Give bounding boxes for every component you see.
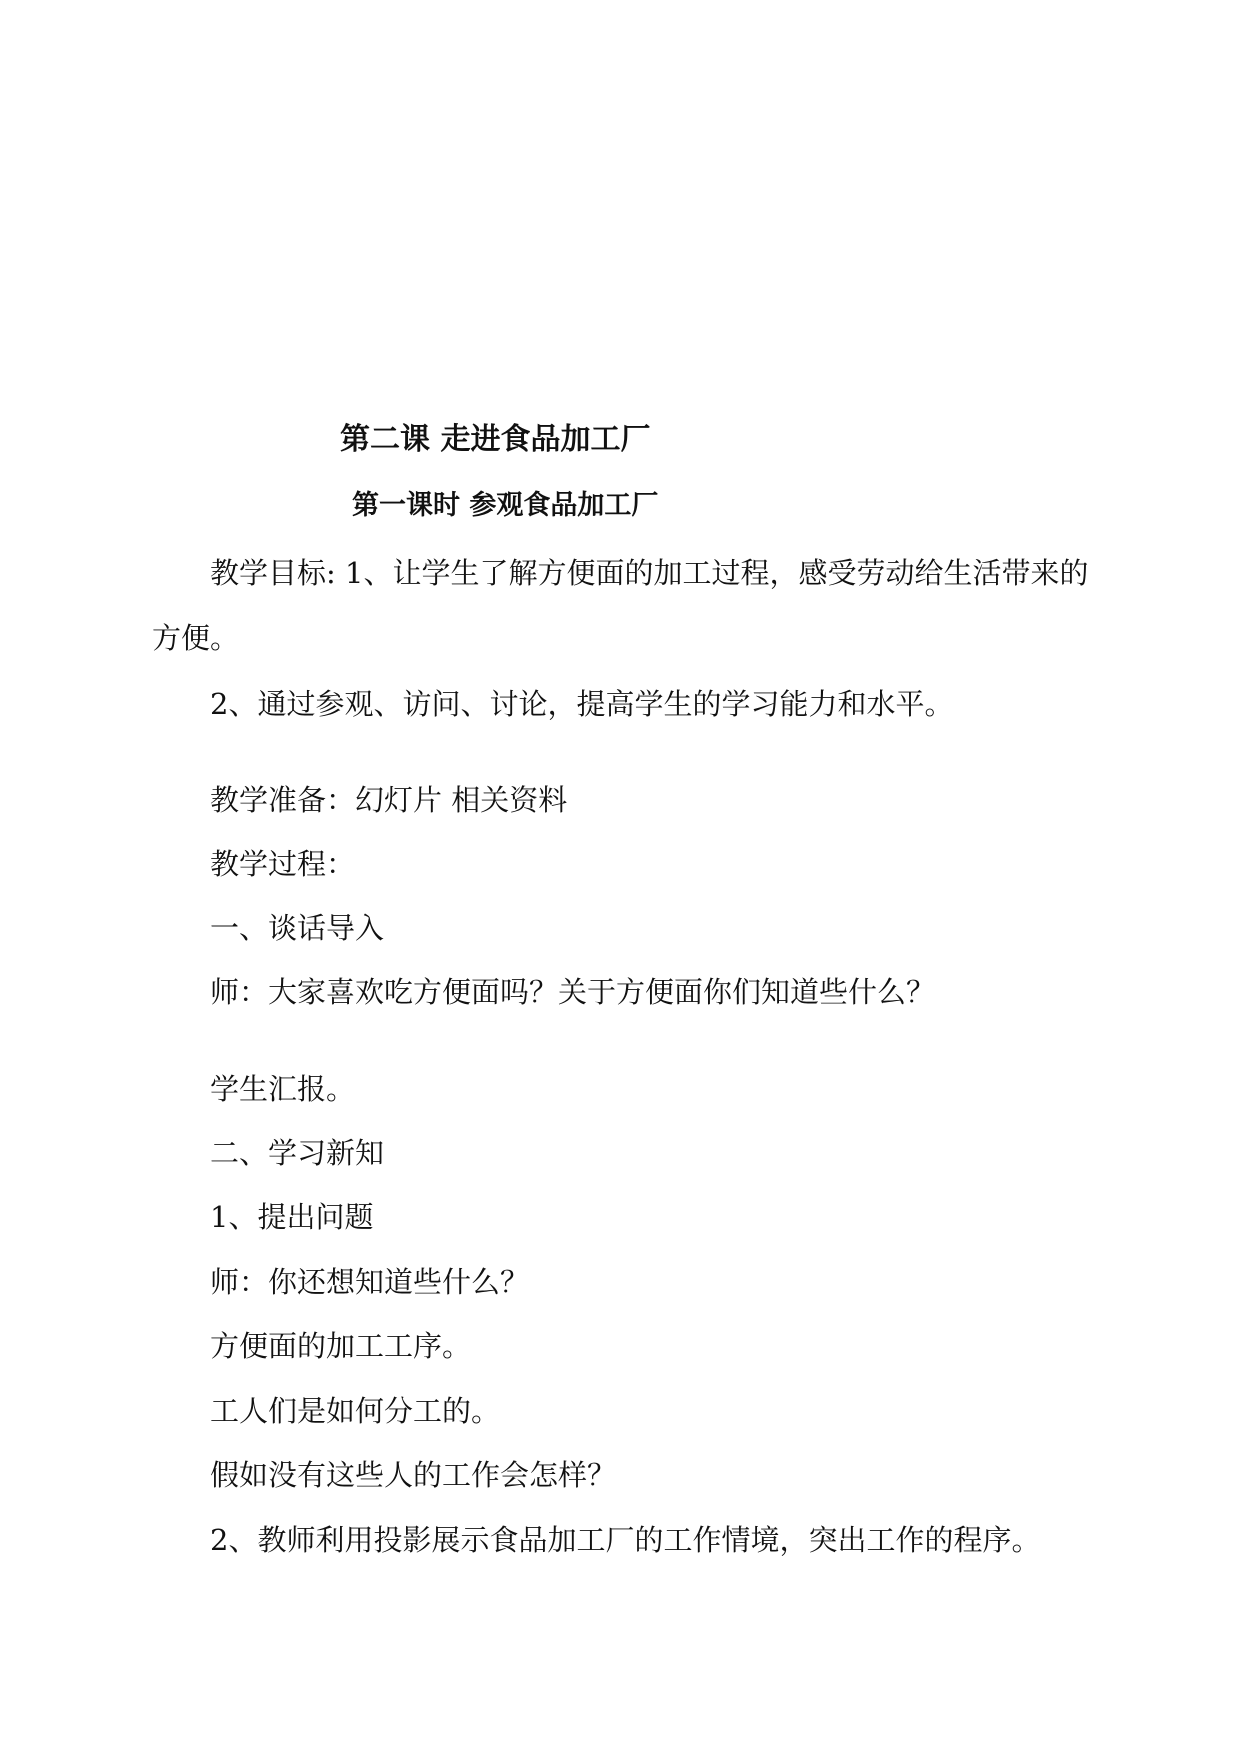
teaching-goal-line-2: 方便。 bbox=[152, 621, 240, 655]
teaching-goal-line-1: 教学目标: 1、让学生了解方便面的加工过程，感受劳动给生活带来的 bbox=[210, 556, 1089, 590]
lesson-subtitle: 第一课时 参观食品加工厂 bbox=[352, 490, 659, 521]
teacher-question-2: 师：你还想知道些什么？ bbox=[210, 1265, 530, 1299]
teacher-question-1: 师：大家喜欢吃方便面吗？关于方便面你们知道些什么？ bbox=[210, 975, 936, 1009]
lesson-title: 第二课 走进食品加工厂 bbox=[340, 422, 651, 457]
step-one-heading: 1、提出问题 bbox=[210, 1200, 374, 1234]
teaching-process-heading: 教学过程： bbox=[210, 847, 356, 881]
step-two-line: 2、教师利用投影展示食品加工厂的工作情境，突出工作的程序。 bbox=[210, 1523, 1041, 1557]
section-two-heading: 二、学习新知 bbox=[210, 1136, 385, 1170]
answer-line-3: 假如没有这些人的工作会怎样？ bbox=[210, 1458, 617, 1492]
answer-line-1: 方便面的加工工序。 bbox=[210, 1329, 472, 1363]
answer-line-2: 工人们是如何分工的。 bbox=[210, 1394, 501, 1428]
section-one-heading: 一、谈话导入 bbox=[210, 911, 385, 945]
student-report: 学生汇报。 bbox=[210, 1072, 356, 1106]
teaching-preparation: 教学准备：幻灯片 相关资料 bbox=[210, 783, 568, 817]
teaching-goal-item-2: 2、通过参观、访问、讨论，提高学生的学习能力和水平。 bbox=[210, 687, 954, 721]
